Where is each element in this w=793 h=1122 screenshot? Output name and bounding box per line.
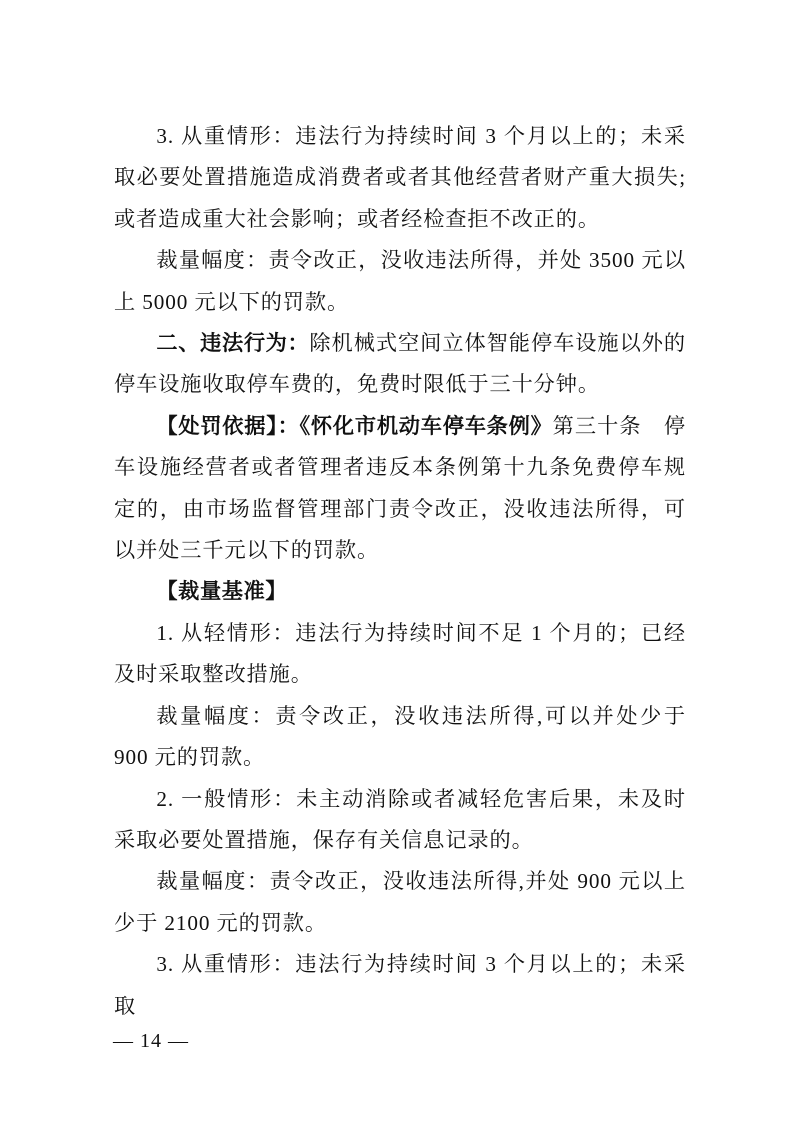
- penalty-basis-text: 第三十条 停车设施经营者或者管理者违反本条例第十九条免费停车规定的，由市场监督管理部门责令改正，没收违法所得，可以并处三千元以下的罚款。: [114, 413, 687, 563]
- paragraph-text: 裁量幅度：责令改正，没收违法所得,并处 900 元以上少于 2100 元的罚款。: [114, 869, 686, 935]
- paragraph-text: 裁量幅度：责令改正，没收违法所得，并处 3500 元以上 5000 元以下的罚款。: [114, 248, 686, 314]
- violation-act-2-label: 二、违法行为：: [156, 332, 310, 356]
- paragraph-text: 裁量幅度：责令改正，没收违法所得,可以并处少于 900 元的罚款。: [114, 703, 686, 770]
- paragraph-lenient-circumstance: [114, 613, 686, 696]
- paragraph-text: 2. 一般情形：未主动消除或者减轻危害后果，未及时采取必要处置措施，保存有关信息记录的。: [114, 786, 686, 852]
- paragraph-violation-act-2: [114, 323, 686, 406]
- paragraph-aggravated-circumstance-prev-item: [114, 116, 686, 240]
- penalty-basis-label: 【处罚依据】：《怀化市机动车停车条例》: [156, 414, 553, 438]
- paragraph-text: 3. 从重情形：违法行为持续时间 3 个月以上的；未采取必要处置措施造成消费者或者其他经营者财产重大损失;或者造成重大社会影响；或者经检查拒不改正的。: [114, 124, 686, 231]
- paragraph-text: 3. 从重情形：违法行为持续时间 3 个月以上的；未采取: [114, 952, 686, 1018]
- paragraph-aggravated-circumstance: [114, 944, 686, 1027]
- document-body: [114, 116, 686, 1027]
- paragraph-general-discretion-range: [114, 861, 686, 944]
- paragraph-penalty-basis: [114, 406, 686, 572]
- paragraph-general-circumstance: [114, 779, 686, 862]
- violation-act-2-text: 除机械式空间立体智能停车设施以外的停车设施收取停车费的，免费时限低于三十分钟。: [114, 331, 686, 397]
- heading-discretion-benchmark: [114, 571, 686, 612]
- paragraph-discretion-range-prev-item: [114, 240, 686, 323]
- paragraph-text: 1. 从轻情形：违法行为持续时间不足 1 个月的；已经及时采取整改措施。: [114, 620, 686, 687]
- paragraph-lenient-discretion-range: [114, 696, 686, 779]
- page-number: — 14 —: [113, 1030, 189, 1052]
- discretion-benchmark-label: 【裁量基准】: [156, 580, 288, 604]
